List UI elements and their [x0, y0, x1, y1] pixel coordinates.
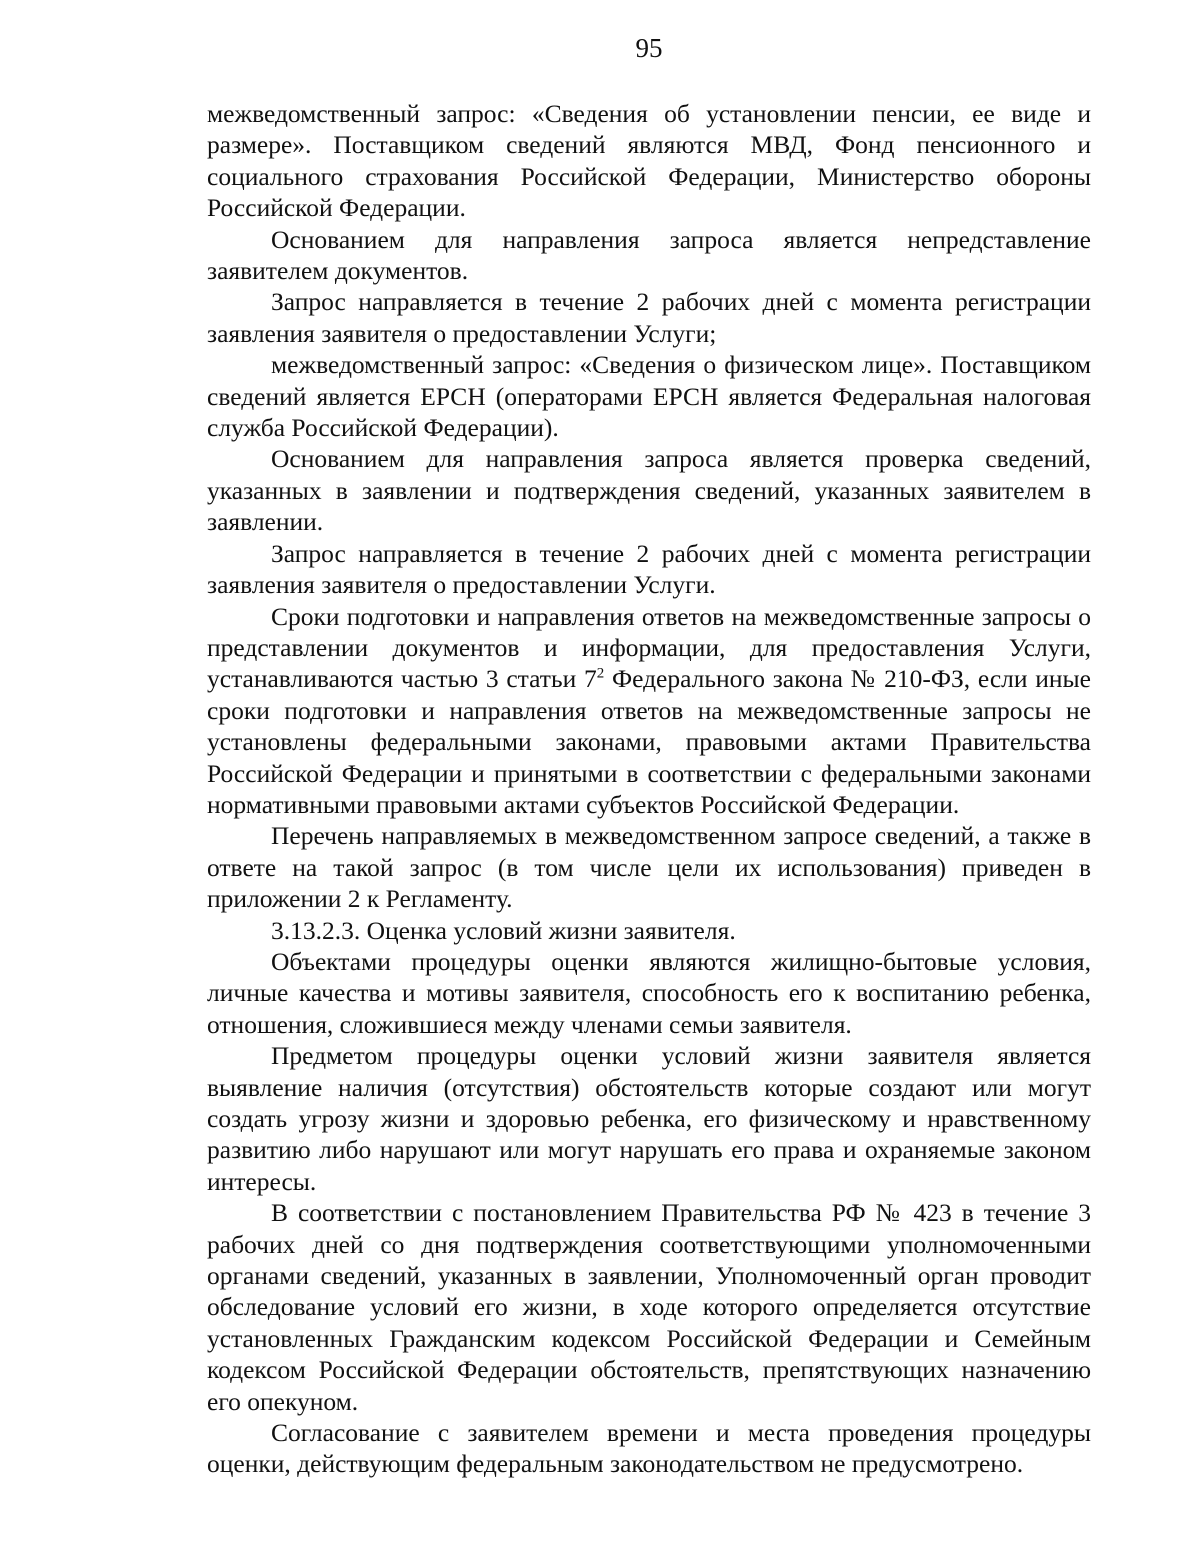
paragraph-assessment-objects: Объектами процедуры оценки являются жилищно-бытовые условия, личные качества и мотивы заявителя, способность его к воспитанию ребенка, отношения, сложившиеся между членами семьи заявителя. — [207, 946, 1091, 1039]
paragraph-response-deadlines-part-1: Сроки подготовки и направления ответов на межведомственные запросы о представлении документов и информации, для предоставления Услуги, устанавливаются частью 3 статьи 7 — [207, 601, 1091, 694]
paragraph-request-term-1: Запрос направляется в течение 2 рабочих дней с момента регистрации заявления заявителя о предоставлении Услуги; — [207, 287, 1091, 348]
paragraph-response-deadlines — [207, 601, 1091, 821]
paragraph-assessment-subject: Предметом процедуры оценки условий жизни заявителя является выявление наличия (отсутствия) обстоятельств которые создают или могут создать угрозу жизни и здоровью ребенка, его физическому и нравственному развитию либо нарушают или могут нарушать его права и охраняемые законом интересы. — [207, 1041, 1091, 1196]
article-superscript: 2 — [596, 665, 605, 682]
page-number: 95 — [635, 33, 663, 63]
paragraph-information-list: Перечень направляемых в межведомственном запросе сведений, а также в ответе на такой запрос (в том числе цели их использования) приведен в приложении 2 к Регламенту. — [207, 821, 1091, 914]
paragraph-person-request: межведомственный запрос: «Сведения о физическом лице». Поставщиком сведений является ЕРСН (операторами ЕРСН является Федеральная налоговая служба Российской Федерации). — [207, 350, 1091, 443]
paragraph-request-basis-1: Основанием для направления запроса является непредставление заявителем документов. — [207, 224, 1091, 286]
paragraph-pension-request: межведомственный запрос: «Сведения об установлении пенсии, ее виде и размере». Поставщиком сведений являются МВД, Фонд пенсионного и социального страхования Российской Федерации, Министерство обороны Российской Федерации. — [207, 99, 1091, 223]
paragraph-time-place-agreement: Согласование с заявителем времени и места проведения процедуры оценки, действующим федеральным законодательством не предусмотрено. — [207, 1418, 1091, 1479]
section-heading-3-13-2-3: 3.13.2.3. Оценка условий жизни заявителя. — [271, 915, 736, 945]
paragraph-request-term-2: Запрос направляется в течение 2 рабочих дней с момента регистрации заявления заявителя о предоставлении Услуги. — [207, 538, 1091, 600]
paragraph-response-deadlines-part-2: Федерального закона № 210-ФЗ, если иные сроки подготовки и направления ответов на межведомственные запросы не установлены федеральными законами, правовыми актами Правительства Российской Федерации и принятыми в соответствии с федеральными законами нормативными правовыми актами субъектов Российской Федерации. — [207, 664, 1091, 819]
paragraph-government-decree: В соответствии с постановлением Правительства РФ № 423 в течение 3 рабочих дней со дня подтверждения соответствующими уполномоченными органами сведений, указанных в заявлении, Уполномоченный орган проводит обследование условий его жизни, в ходе которого определяется отсутствие установленных Гражданским кодексом Российской Федерации и Семейным кодексом Российской Федерации обстоятельств, препятствующих назначению его опекуном. — [207, 1198, 1091, 1416]
paragraph-request-basis-2: Основанием для направления запроса является проверка сведений, указанных в заявлении и подтверждения сведений, указанных заявителем в заявлении. — [207, 444, 1091, 537]
document-body — [207, 98, 1091, 1480]
